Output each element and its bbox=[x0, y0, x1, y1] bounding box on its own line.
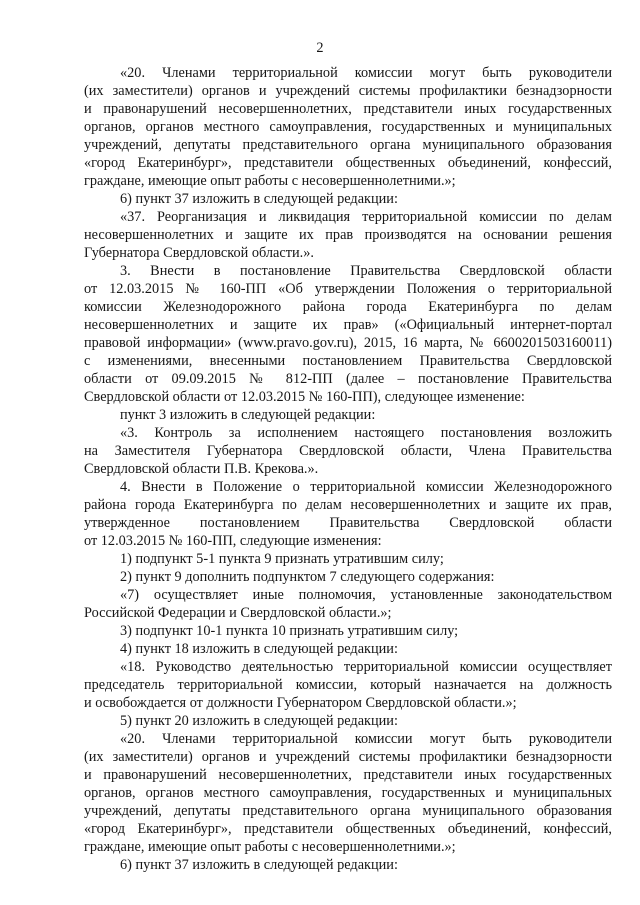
paragraph-line: на Заместителя Губернатора Свердловской области, Члена Правительства bbox=[84, 443, 612, 459]
paragraph-line: 6) пункт 37 изложить в следующей редакции: bbox=[120, 191, 398, 207]
paragraph bbox=[84, 190, 612, 208]
paragraph bbox=[84, 550, 612, 568]
paragraph-line: 2) пункт 9 дополнить подпунктом 7 следующего содержания: bbox=[120, 569, 495, 585]
paragraph-line: Губернатора Свердловской области.». bbox=[84, 245, 314, 261]
paragraph-line: области от 09.09.2015 № 812-ПП (далее – постановление Правительства bbox=[84, 371, 612, 387]
paragraph bbox=[84, 568, 612, 586]
paragraph-line: и правонарушений несовершеннолетних, представители иных государственных bbox=[84, 767, 612, 783]
paragraph-line: комиссии Железнодорожного района города Екатеринбурга по делам bbox=[84, 299, 612, 315]
paragraph-line: органов, органов местного самоуправления, государственных и муниципальных bbox=[84, 785, 612, 801]
paragraph-line: Свердловской области от 12.03.2015 № 160-ПП), следующее изменение: bbox=[84, 389, 525, 405]
paragraph bbox=[84, 730, 612, 856]
paragraph-line: (их заместители) органов и учреждений системы профилактики безнадзорности bbox=[84, 83, 612, 99]
paragraph-line: от 12.03.2015 № 160-ПП, следующие изменения: bbox=[84, 533, 382, 549]
page-number: 2 bbox=[316, 40, 324, 56]
document-body bbox=[84, 64, 612, 874]
paragraph-line: 3) подпункт 10-1 пункта 10 признать утратившим силу; bbox=[120, 623, 459, 639]
paragraph-line: утвержденное постановлением Правительства Свердловской области bbox=[84, 515, 612, 531]
paragraph bbox=[84, 406, 612, 424]
paragraph-line: с изменениями, внесенными постановлением Правительства Свердловской bbox=[84, 353, 612, 369]
paragraph bbox=[84, 262, 612, 406]
paragraph bbox=[84, 64, 612, 190]
paragraph bbox=[84, 856, 612, 874]
paragraph-line: правовой информации» (www.pravo.gov.ru), 2015, 16 марта, № 6600201503160011) bbox=[84, 335, 612, 351]
paragraph-line: пункт 3 изложить в следующей редакции: bbox=[120, 407, 376, 423]
paragraph-line: от 12.03.2015 № 160-ПП «Об утверждении Положения о территориальной bbox=[84, 281, 612, 297]
paragraph bbox=[84, 424, 612, 478]
paragraph-line: и правонарушений несовершеннолетних, представители иных государственных bbox=[84, 101, 612, 117]
paragraph-line: «20. Членами территориальной комиссии могут быть руководители bbox=[120, 65, 612, 81]
paragraph-line: граждане, имеющие опыт работы с несовершеннолетними.»; bbox=[84, 173, 456, 189]
paragraph-line: 4. Внести в Положение о территориальной комиссии Железнодорожного bbox=[120, 479, 612, 495]
paragraph-line: несовершеннолетних и защите их прав» («Официальный интернет-портал bbox=[84, 317, 612, 333]
paragraph-line: Российской Федерации и Свердловской области.»; bbox=[84, 605, 392, 621]
paragraph bbox=[84, 658, 612, 712]
paragraph bbox=[84, 712, 612, 730]
paragraph bbox=[84, 478, 612, 550]
paragraph-line: «3. Контроль за исполнением настоящего постановления возложить bbox=[120, 425, 612, 441]
paragraph-line: (их заместители) органов и учреждений системы профилактики безнадзорности bbox=[84, 749, 612, 765]
paragraph-line: «7) осуществляет иные полномочия, установленные законодательством bbox=[120, 587, 612, 603]
paragraph-line: района города Екатеринбурга по делам несовершеннолетних и защите их прав, bbox=[84, 497, 612, 513]
paragraph-line: Свердловской области П.В. Крекова.». bbox=[84, 461, 319, 477]
paragraph-line: «20. Членами территориальной комиссии могут быть руководители bbox=[120, 731, 612, 747]
paragraph bbox=[84, 208, 612, 262]
paragraph-line: учреждений, депутаты представительного органа муниципального образования bbox=[84, 803, 612, 819]
paragraph-line: «37. Реорганизация и ликвидация территориальной комиссии по делам bbox=[120, 209, 612, 225]
paragraph bbox=[84, 622, 612, 640]
paragraph-line: и освобождается от должности Губернатором Свердловской области.»; bbox=[84, 695, 517, 711]
paragraph bbox=[84, 586, 612, 622]
paragraph-line: «город Екатеринбург», представители общественных объединений, конфессий, bbox=[84, 821, 612, 837]
paragraph-line: 4) пункт 18 изложить в следующей редакции: bbox=[120, 641, 398, 657]
paragraph bbox=[84, 640, 612, 658]
paragraph-line: 6) пункт 37 изложить в следующей редакции: bbox=[120, 857, 398, 873]
paragraph-line: «18. Руководство деятельностью территориальной комиссии осуществляет bbox=[120, 659, 612, 675]
paragraph-line: председатель территориальной комиссии, который назначается на должность bbox=[84, 677, 612, 693]
paragraph-line: 1) подпункт 5-1 пункта 9 признать утратившим силу; bbox=[120, 551, 444, 567]
paragraph-line: учреждений, депутаты представительного органа муниципального образования bbox=[84, 137, 612, 153]
paragraph-line: несовершеннолетних и защите их прав производятся на основании решения bbox=[84, 227, 612, 243]
paragraph-line: 3. Внести в постановление Правительства Свердловской области bbox=[120, 263, 612, 279]
paragraph-line: 5) пункт 20 изложить в следующей редакции: bbox=[120, 713, 398, 729]
paragraph-line: граждане, имеющие опыт работы с несовершеннолетними.»; bbox=[84, 839, 456, 855]
paragraph-line: органов, органов местного самоуправления, государственных и муниципальных bbox=[84, 119, 612, 135]
paragraph-line: «город Екатеринбург», представители общественных объединений, конфессий, bbox=[84, 155, 612, 171]
